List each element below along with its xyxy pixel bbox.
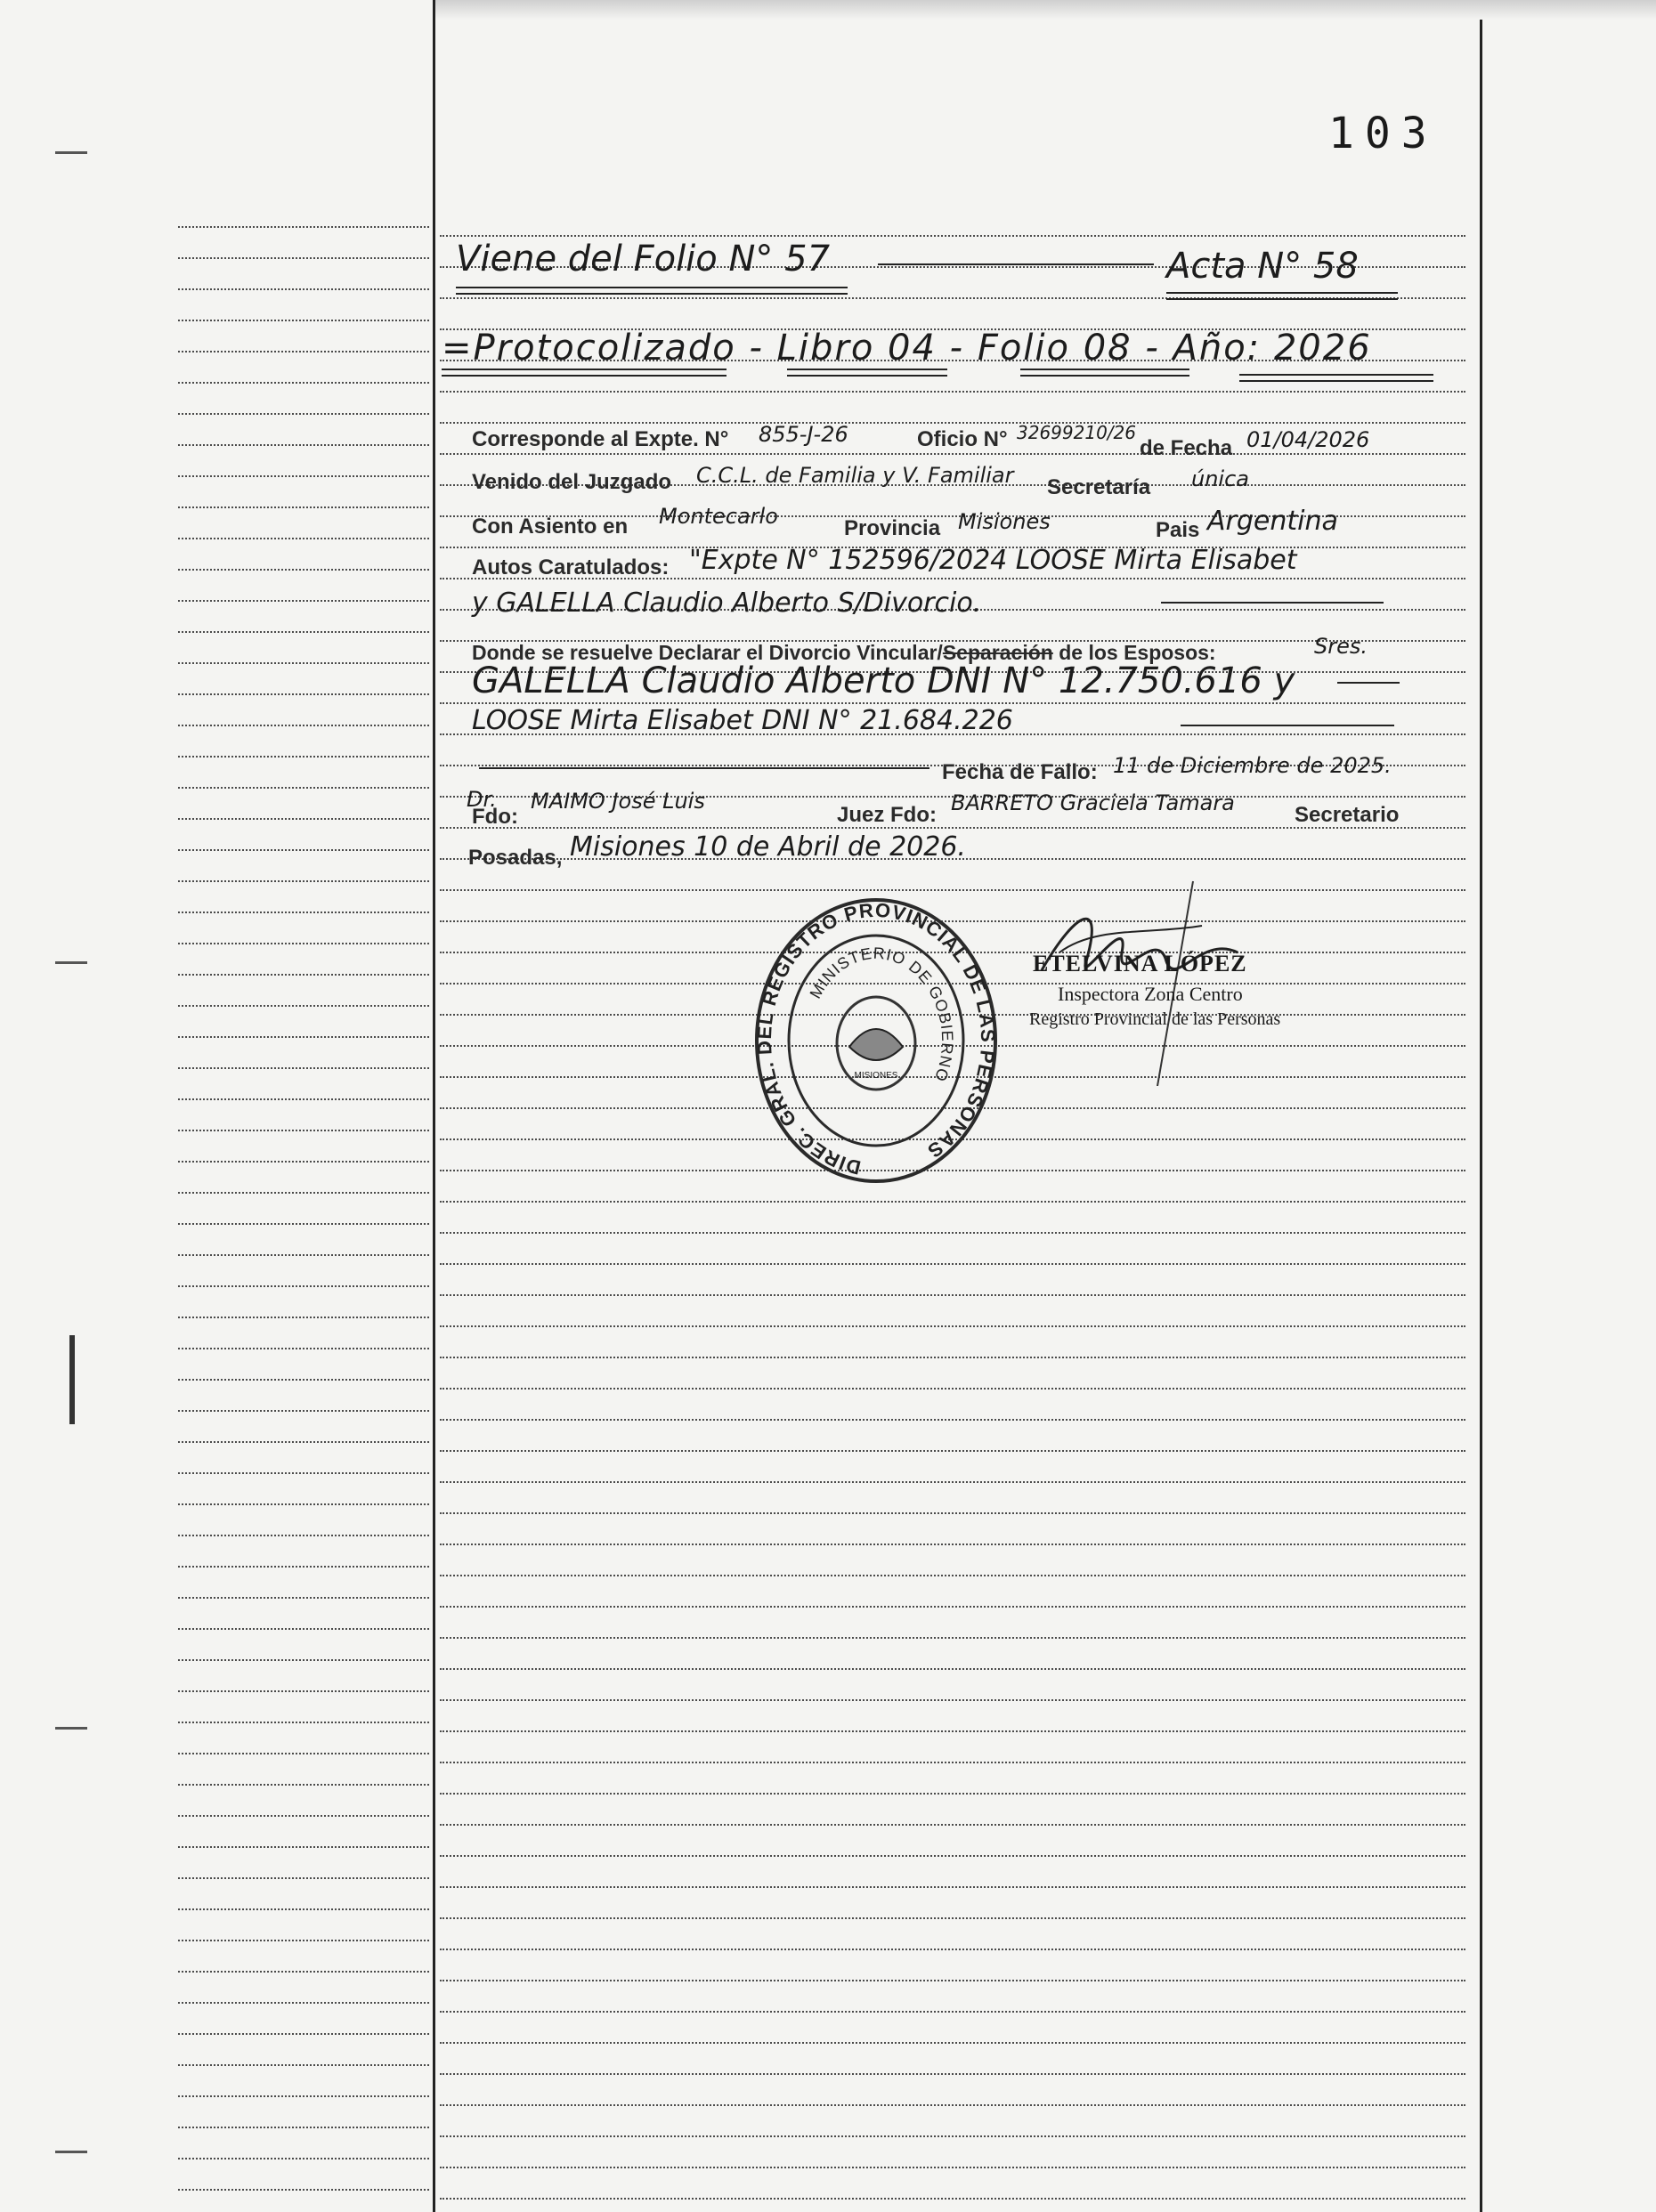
ruled-line xyxy=(178,1815,429,1817)
fdo-prefix: Dr. xyxy=(467,787,497,812)
ruled-line xyxy=(440,1668,1465,1670)
signatory-name: ETELVINA LÓPEZ xyxy=(1033,951,1247,976)
fdo-label: Fdo: xyxy=(472,805,518,829)
ruled-line xyxy=(178,600,429,602)
folio-number: 103 xyxy=(1328,109,1438,158)
ruled-line xyxy=(440,1886,1465,1888)
ruled-line xyxy=(440,1419,1465,1421)
fill-line xyxy=(479,767,929,769)
ruled-line xyxy=(178,2064,429,2066)
provincia-label: Provincia xyxy=(844,516,941,540)
ruled-line xyxy=(178,2095,429,2097)
ruled-line xyxy=(440,702,1465,704)
ruled-line xyxy=(178,1285,429,1287)
ruled-line xyxy=(178,351,429,352)
juzgado-value: C.C.L. de Familia y V. Familiar xyxy=(696,463,1014,488)
asiento-label: Con Asiento en xyxy=(472,515,629,539)
seal-outer-text: DIREC. GRAL. DEL REGISTRO PROVINCIAL DE LAS PERSONAS xyxy=(753,898,999,1179)
ruled-line xyxy=(440,1201,1465,1203)
ruled-line xyxy=(440,1388,1465,1390)
pais-label: Pais xyxy=(1156,518,1200,542)
ruled-line xyxy=(178,1379,429,1381)
underline xyxy=(1166,292,1398,300)
underline xyxy=(787,369,947,377)
ruled-line xyxy=(178,288,429,290)
acta-number: Acta N° 58 xyxy=(1166,246,1359,287)
juez-value: MAIMO José Luis xyxy=(531,789,705,814)
ruled-line xyxy=(178,444,429,446)
ruled-line xyxy=(440,1481,1465,1483)
seal-inner-text: MINISTERIO DE GOBIERNO xyxy=(806,944,957,1085)
ruled-line xyxy=(178,320,429,321)
ruled-line xyxy=(178,1503,429,1505)
ruled-line xyxy=(440,235,1465,237)
ruled-line xyxy=(440,1637,1465,1639)
autos-line-2: y GALELLA Claudio Alberto S/Divorcio. xyxy=(472,587,982,619)
ruled-line xyxy=(440,1606,1465,1608)
ruled-line xyxy=(440,2011,1465,2013)
ruled-line xyxy=(178,2127,429,2128)
ruled-line xyxy=(440,1980,1465,1981)
ruled-line xyxy=(440,1824,1465,1826)
ruled-line xyxy=(178,1098,429,1100)
ruled-line xyxy=(440,2198,1465,2200)
esposo-line-1: GALELLA Claudio Alberto DNI N° 12.750.616 y xyxy=(472,660,1295,701)
secretaria-value: única xyxy=(1191,466,1249,491)
underline xyxy=(1020,369,1189,377)
venido-label: Venido del Juzgado xyxy=(472,470,672,494)
ruled-line xyxy=(178,1846,429,1848)
secretario-value: BARRETO Graciela Tamara xyxy=(951,790,1235,815)
ruled-line xyxy=(178,725,429,726)
secretario-label: Secretario xyxy=(1295,803,1400,827)
seal-emblem-shape xyxy=(849,1029,903,1060)
fecha-value: 01/04/2026 xyxy=(1246,427,1370,452)
oficio-value: 32699210/26 xyxy=(1017,422,1136,443)
ruled-line xyxy=(178,1722,429,1723)
fecha-fallo-label: Fecha de Fallo: xyxy=(942,760,1098,784)
ruled-line xyxy=(178,1877,429,1879)
ruled-line xyxy=(178,1597,429,1599)
scan-shadow xyxy=(433,0,1656,20)
underline xyxy=(456,287,848,295)
seal-center-text: MISIONES xyxy=(854,1071,898,1081)
asiento-value: Montecarlo xyxy=(659,504,778,529)
binding-thread xyxy=(69,1335,75,1424)
ruled-line xyxy=(440,1263,1465,1265)
ruled-line xyxy=(178,1628,429,1630)
ruled-line xyxy=(178,631,429,633)
ruled-line xyxy=(440,1855,1465,1857)
posadas-value: Misiones 10 de Abril de 2026. xyxy=(570,831,966,863)
ruled-line xyxy=(178,943,429,944)
ruled-line xyxy=(440,391,1465,393)
pais-value: Argentina xyxy=(1207,506,1338,537)
underline xyxy=(1239,374,1433,382)
ruled-line xyxy=(178,662,429,664)
ruled-line xyxy=(178,1472,429,1474)
ruled-line xyxy=(178,1441,429,1443)
handwritten-signature xyxy=(1024,872,1255,1086)
ruled-line xyxy=(440,1793,1465,1795)
ruled-line xyxy=(178,880,429,882)
ruled-line xyxy=(440,1575,1465,1576)
binding-hole-mark xyxy=(55,2151,87,2153)
ruled-line xyxy=(178,2158,429,2159)
ruled-line xyxy=(178,226,429,228)
fill-line xyxy=(1181,725,1394,726)
ruled-line xyxy=(440,1325,1465,1327)
ruled-line xyxy=(178,849,429,851)
ruled-line xyxy=(178,506,429,508)
ruled-line xyxy=(178,1410,429,1412)
binding-hole-mark xyxy=(55,1727,87,1730)
ruled-line xyxy=(178,1971,429,1973)
ruled-line xyxy=(178,569,429,571)
ruled-line xyxy=(178,1005,429,1007)
fecha-fallo-value: 11 de Diciembre de 2025. xyxy=(1113,753,1392,778)
ruled-line xyxy=(440,1294,1465,1296)
ruled-line xyxy=(178,538,429,539)
ruled-line xyxy=(440,1917,1465,1919)
ruled-line xyxy=(178,1940,429,1941)
ruled-line xyxy=(178,974,429,976)
ruled-line xyxy=(178,1535,429,1536)
secretaria-label: Secretaría xyxy=(1047,475,1151,499)
right-margin-line xyxy=(1480,20,1482,2212)
ruled-line xyxy=(178,257,429,259)
official-seal xyxy=(753,895,999,1186)
ruled-line xyxy=(440,1512,1465,1514)
autos-line-1: "Expte N° 152596/2024 LOOSE Mirta Elisabet xyxy=(689,545,1297,576)
fill-line xyxy=(878,263,1154,265)
ruled-line xyxy=(440,2073,1465,2075)
ruled-line xyxy=(178,1223,429,1225)
ruled-line xyxy=(178,1908,429,1910)
ruled-line xyxy=(178,1254,429,1256)
ruled-line xyxy=(178,2189,429,2191)
juez-label: Juez Fdo: xyxy=(837,803,937,827)
ruled-line xyxy=(178,1659,429,1661)
esposos-prefix: Sres. xyxy=(1314,634,1368,659)
ruled-line xyxy=(178,382,429,384)
binding-hole-mark xyxy=(55,961,87,964)
esposo-line-2: LOOSE Mirta Elisabet DNI N° 21.684.226 xyxy=(472,705,1013,736)
separacion-struck: Separación xyxy=(942,641,1053,664)
protocolizado-line: =Protocolizado - Libro 04 - Folio 08 - Año: 2026 xyxy=(442,328,1372,369)
binding-hole-mark xyxy=(55,151,87,154)
signatory-title: Inspectora Zona Centro xyxy=(1058,983,1243,1005)
ruled-line xyxy=(440,453,1465,455)
ruled-line xyxy=(440,1232,1465,1234)
posadas-label: Posadas, xyxy=(468,846,563,870)
provincia-value: Misiones xyxy=(958,509,1051,534)
ruled-line xyxy=(178,2002,429,2004)
ruled-line xyxy=(178,693,429,695)
ruled-line xyxy=(440,1699,1465,1701)
ruled-line xyxy=(178,1784,429,1786)
ruled-line xyxy=(440,1357,1465,1358)
fill-line xyxy=(1337,682,1400,684)
signatory-org: Registro Provincial de las Personas xyxy=(1029,1009,1281,1029)
ruled-line xyxy=(440,1450,1465,1452)
ruled-line xyxy=(178,1067,429,1069)
ruled-line xyxy=(178,756,429,758)
ruled-line xyxy=(178,1036,429,1038)
viene-del-folio: Viene del Folio N° 57 xyxy=(456,239,831,280)
ruled-line xyxy=(178,818,429,820)
ruled-line xyxy=(440,2135,1465,2137)
donde-label-text: Donde se resuelve Declarar el Divorcio Vincular/ xyxy=(472,641,943,664)
ruled-line xyxy=(178,1317,429,1318)
left-margin-line xyxy=(433,0,435,2212)
ruled-line xyxy=(178,1690,429,1692)
fecha-label: de Fecha xyxy=(1140,436,1233,460)
expte-value: 855-J-26 xyxy=(759,422,848,447)
ruled-line xyxy=(178,1566,429,1568)
ruled-line xyxy=(178,1753,429,1754)
ruled-line xyxy=(178,787,429,789)
ruled-line xyxy=(178,1192,429,1194)
fill-line xyxy=(1161,602,1384,604)
ruled-line xyxy=(440,422,1465,424)
ruled-line xyxy=(440,2167,1465,2168)
ruled-line xyxy=(178,475,429,477)
esposos-label: de los Esposos: xyxy=(1059,641,1216,664)
ruled-line xyxy=(178,1348,429,1349)
ruled-line xyxy=(178,1130,429,1131)
ruled-line xyxy=(440,2042,1465,2044)
ruled-line xyxy=(440,1730,1465,1732)
ruled-line xyxy=(178,912,429,913)
ruled-line xyxy=(440,2104,1465,2106)
ruled-line xyxy=(440,1949,1465,1950)
oficio-label: Oficio N° xyxy=(917,427,1008,451)
ruled-line xyxy=(440,1762,1465,1763)
ruled-line xyxy=(178,2033,429,2035)
ruled-line xyxy=(440,1544,1465,1545)
ruled-line xyxy=(440,889,1465,891)
corresponde-label: Corresponde al Expte. N° xyxy=(472,427,729,451)
underline xyxy=(442,369,727,377)
ruled-line xyxy=(178,1161,429,1163)
autos-label: Autos Caratulados: xyxy=(472,555,670,579)
ruled-line xyxy=(178,413,429,415)
